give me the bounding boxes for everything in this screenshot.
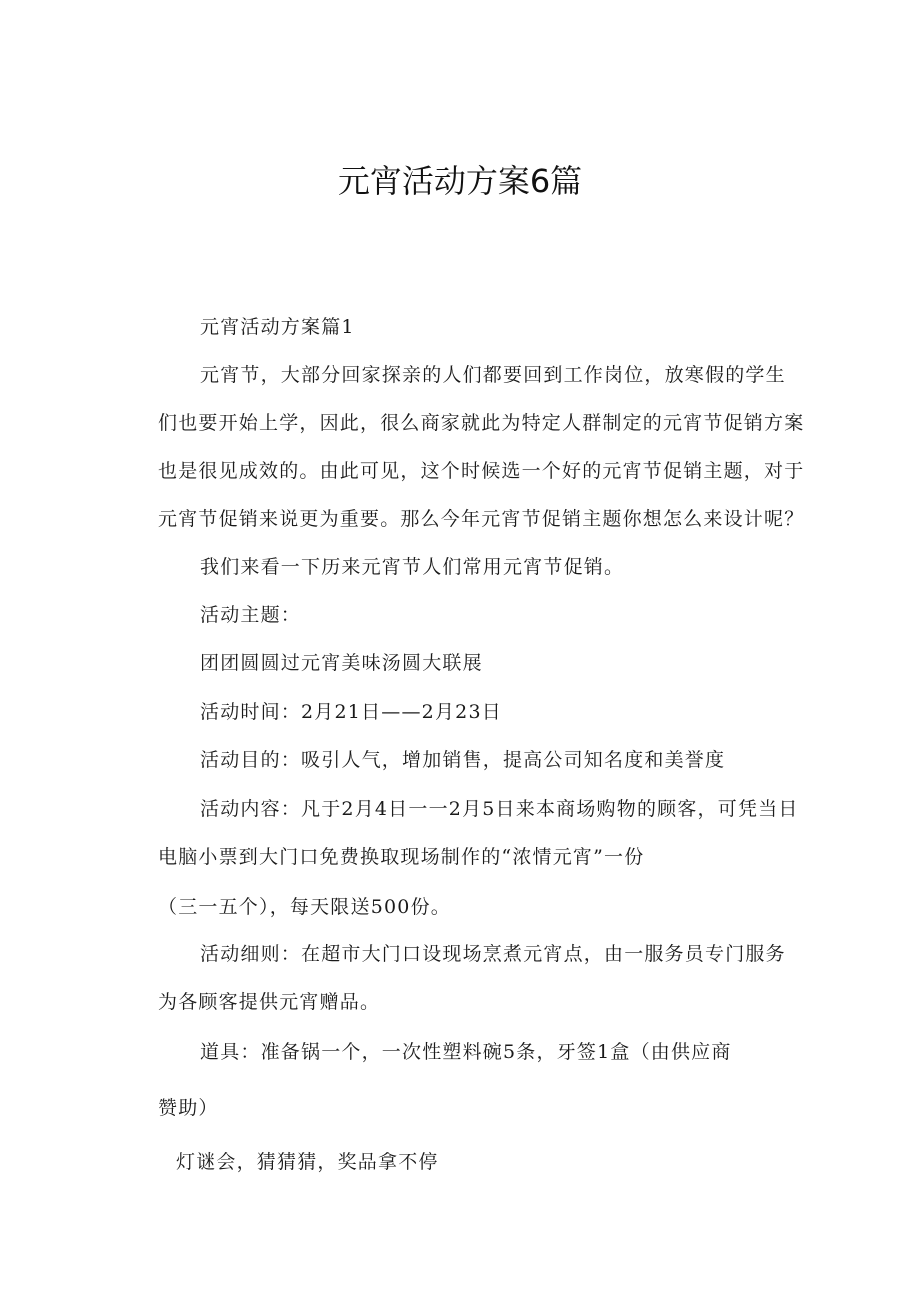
paragraph-line: 元宵节促销来说更为重要。那么今年元宵节促销主题你想怎么来设计呢？ [158, 508, 805, 530]
document-title: 元宵活动方案6篇 [337, 162, 583, 200]
paragraph-line: 们也要开始上学，因此，很么商家就此为特定人群制定的元宵节促销方案 [158, 412, 805, 434]
paragraph-line: 灯谜会，猜猜猜，奖品拿不停 [176, 1151, 439, 1173]
paragraph-line: 活动目的：吸引人气，增加销售，提高公司知名度和美誉度 [200, 749, 726, 771]
paragraph-line: 道具：准备锅一个，一次性塑料碗5条，牙签1盒（由供应商 [200, 1041, 732, 1063]
section-heading: 元宵活动方案篇1 [200, 316, 355, 338]
paragraph-line: 为各顾客提供元宵赠品。 [158, 991, 381, 1013]
paragraph-line: 活动时间：2月21日——2月23日 [200, 701, 502, 723]
paragraph-line: 活动细则：在超市大门口设现场烹煮元宵点，由一服务员专门服务 [200, 943, 786, 965]
paragraph-line: 活动主题： [200, 604, 302, 626]
paragraph-line: 赞助） [158, 1097, 219, 1119]
paragraph-line: 元宵节，大部分回家探亲的人们都要回到工作岗位，放寒假的学生 [200, 364, 786, 386]
paragraph-line: 活动内容：凡于2月4日一一2月5日来本商场购物的顾客，可凭当日 [200, 798, 799, 820]
paragraph-line: 也是很见成效的。由此可见，这个时候选一个好的元宵节促销主题，对于 [158, 460, 805, 482]
paragraph-line: （三一五个），每天限送500份。 [158, 896, 451, 918]
paragraph-line: 我们来看一下历来元宵节人们常用元宵节促销。 [200, 556, 625, 578]
paragraph-line: 团团圆圆过元宵美味汤圆大联展 [200, 652, 483, 674]
paragraph-line: 电脑小票到大门口免费换取现场制作的“浓情元宵”一份 [158, 846, 645, 868]
